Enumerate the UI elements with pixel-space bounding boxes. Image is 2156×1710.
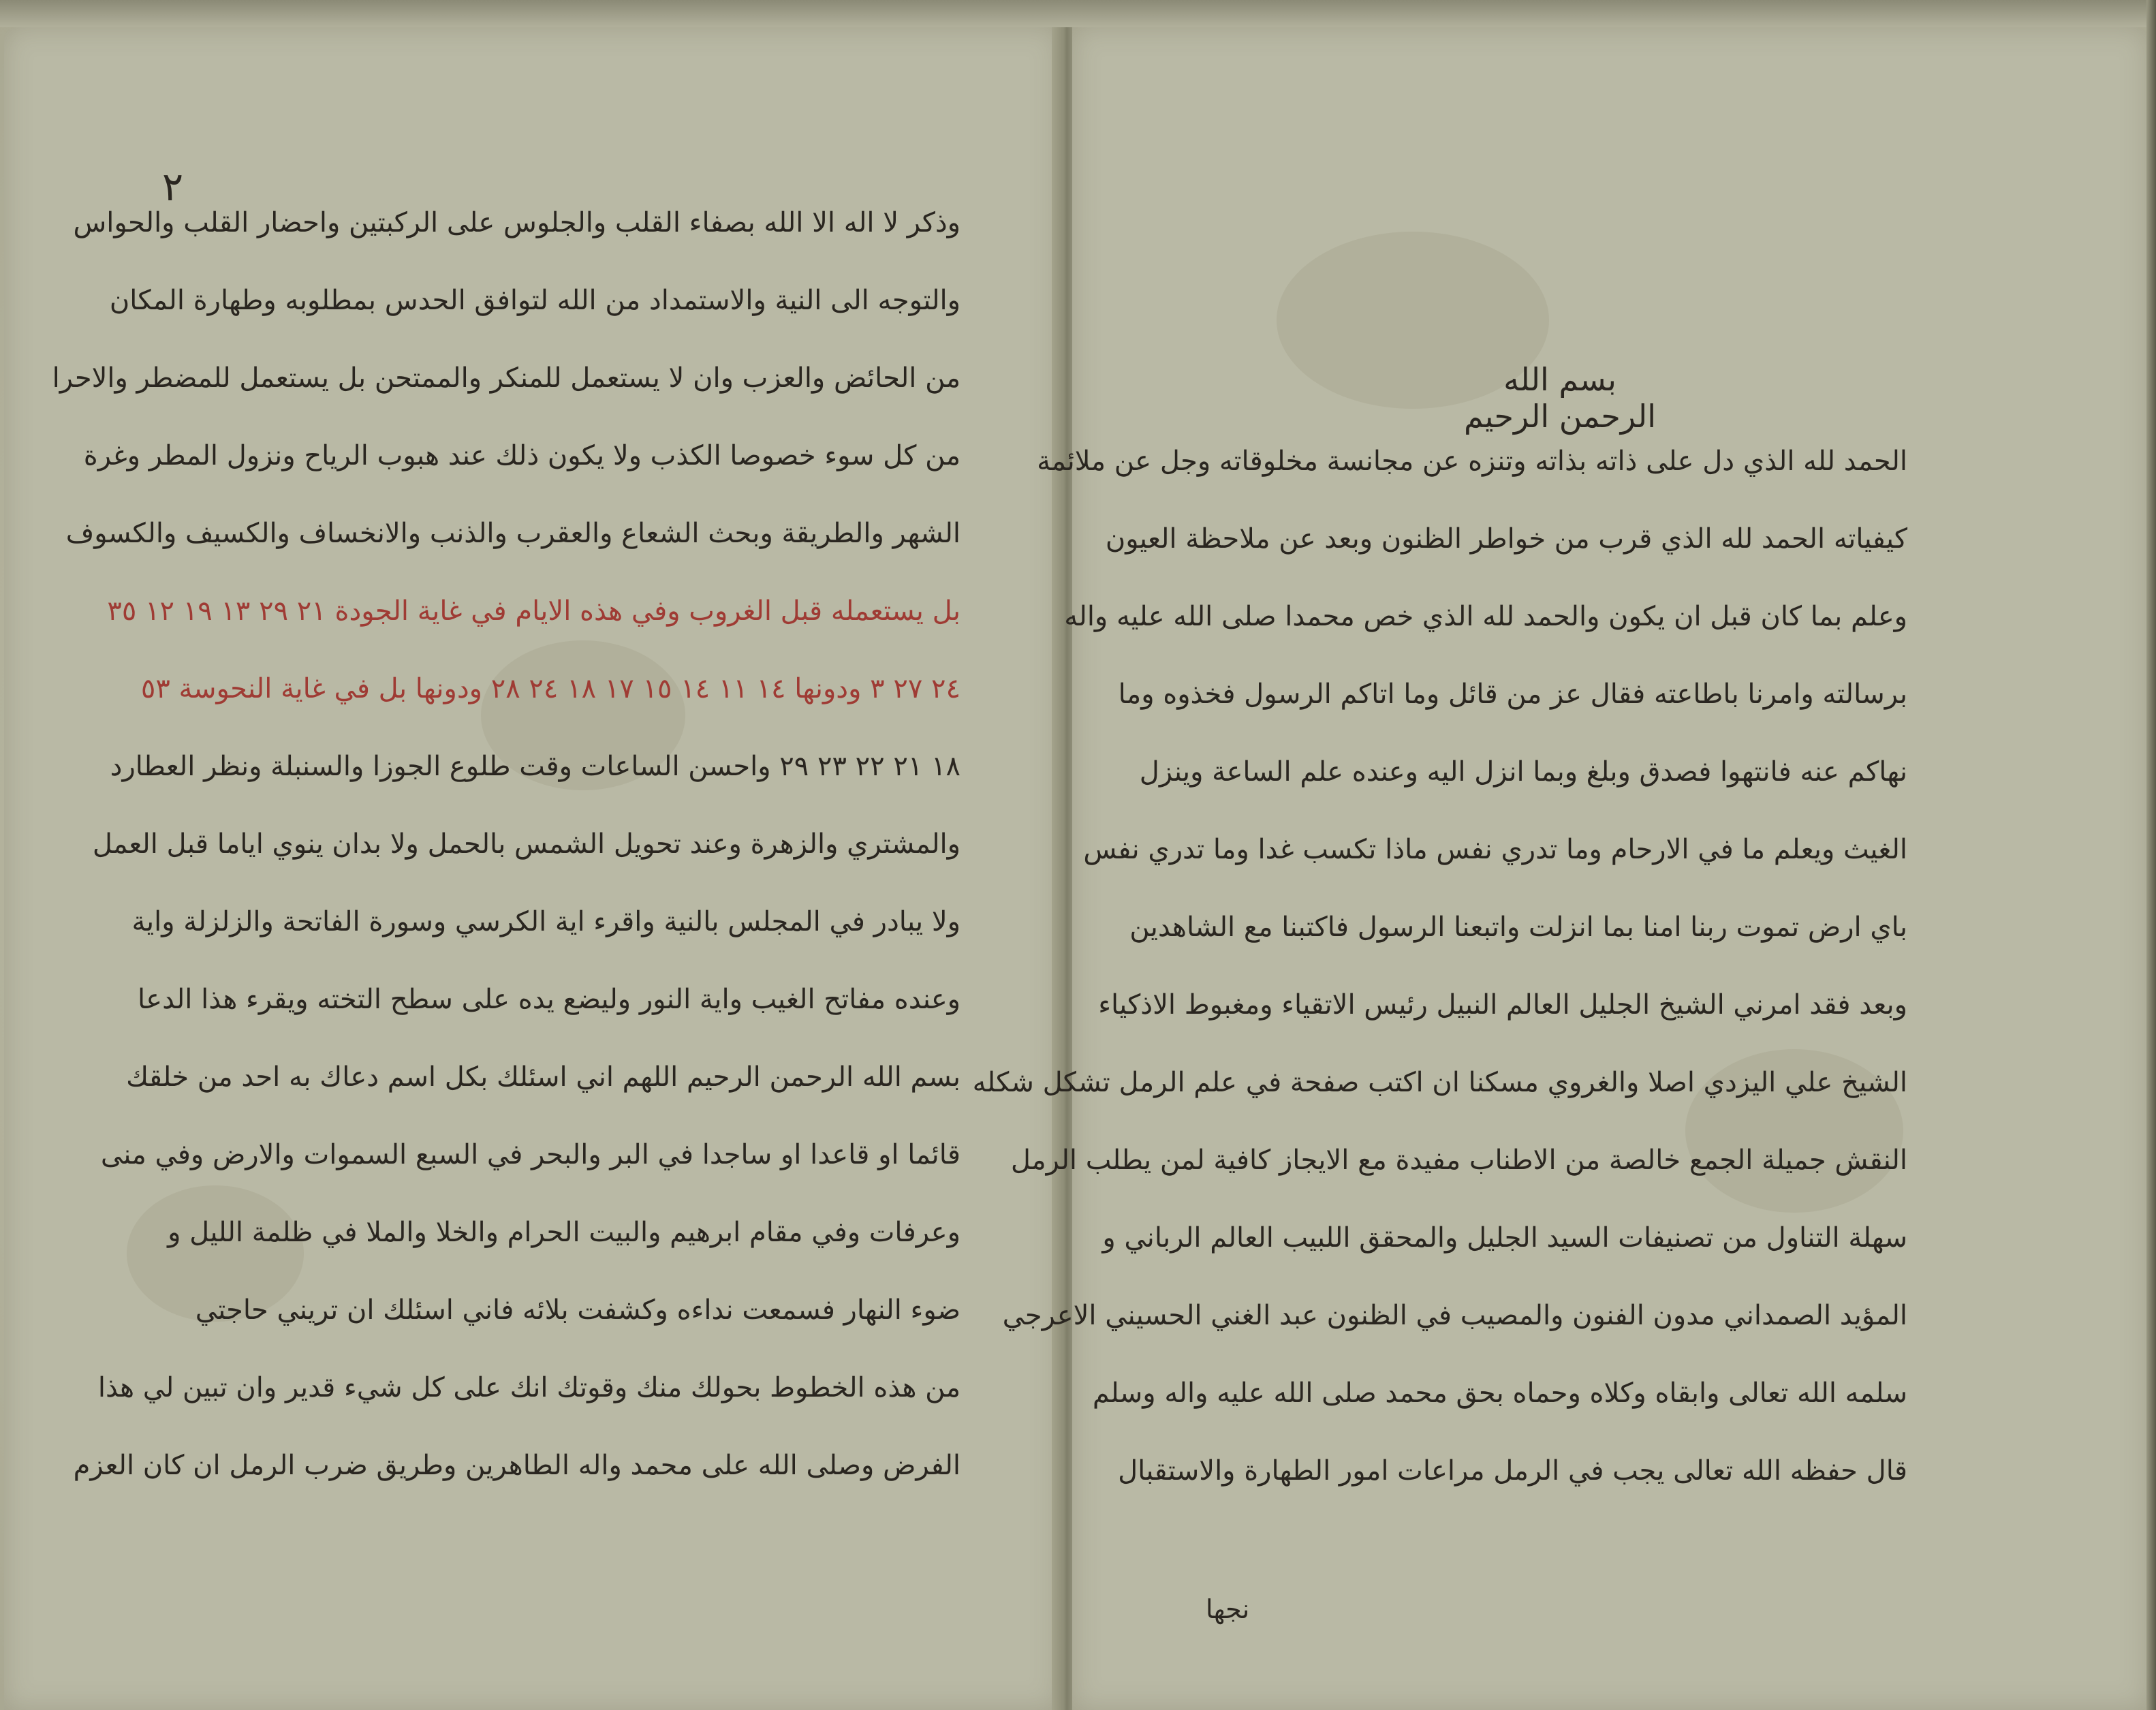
text-line: بل يستعمله قبل الغروب وفي هذه الايام في غاية الجودة ٢١ ٢٩ ١٣ ١٩ ١٢ ٣٥ <box>107 595 960 627</box>
text-line: وعرفات وفي مقام ابرهيم والبيت الحرام والخلا والملا في ظلمة الليل و <box>168 1217 960 1248</box>
text-line: وبعد فقد امرني الشيخ الجليل العالم النبيل رئيس الاتقياء ومغبوط الاذكياء <box>1098 989 1907 1021</box>
text-line: وعلم بما كان قبل ان يكون والحمد لله الذي خص محمدا صلى الله عليه واله <box>1064 601 1907 632</box>
text-line: النقش جميلة الجمع خالصة من الاطناب مفيدة مع الايجاز كافية لمن يطلب الرمل <box>1010 1145 1907 1176</box>
text-line: ولا يبادر في المجلس بالنية واقرء اية الكرسي وسورة الفاتحة والزلزلة واية <box>131 906 960 937</box>
text-line: سهلة التناول من تصنيفات السيد الجليل والمحقق اللبيب العالم الرباني و <box>1102 1222 1907 1254</box>
text-line: ٢٤ ٢٧ ٣ ودونها ١٤ ١١ ١٤ ١٥ ١٧ ١٨ ٢٤ ٢٨ ودونها بل في غاية النحوسة ٥٣ <box>140 673 960 704</box>
text-line: الغيث ويعلم ما في الارحام وما تدري نفس ماذا تكسب غدا وما تدري نفس <box>1083 834 1907 865</box>
text-line: كيفياته الحمد لله الذي قرب من خواطر الظنون وبعد عن ملاحظة العيون <box>1105 523 1907 555</box>
text-line: والمشتري والزهرة وعند تحويل الشمس بالحمل ولا بدان ينوي اياما قبل العمل <box>92 828 960 860</box>
text-line: المؤيد الصمداني مدون الفنون والمصيب في الظنون عبد الغني الحسيني الاعرجي <box>1002 1300 1907 1331</box>
text-line: والتوجه الى النية والاستمداد من الله لتوافق الحدس بمطلوبه وطهارة المكان <box>109 285 960 316</box>
basmala-heading: بسم الله الرحمن الرحيم <box>1464 361 1656 435</box>
page-number: ٢ <box>162 164 184 210</box>
text-line: ١٨ ٢١ ٢٢ ٢٣ ٢٩ واحسن الساعات وقت طلوع الجوزا والسنبلة ونظر العطارد <box>110 751 960 782</box>
text-line: برسالته وامرنا باطاعته فقال عز من قائل وما اتاكم الرسول فخذوه وما <box>1118 679 1907 710</box>
text-line: وعنده مفاتح الغيب واية النور وليضع يده على سطح التخته ويقرء هذا الدعا <box>138 984 960 1015</box>
text-line: ضوء النهار فسمعت نداءه وكشفت بلائه فاني اسئلك ان تريني حاجتي <box>195 1294 960 1326</box>
text-line: قائما او قاعدا او ساجدا في البر والبحر في السبع السموات والارض وفي منى <box>100 1139 960 1170</box>
text-line: الشيخ علي اليزدي اصلا والغروي مسكنا ان اكتب صفحة في علم الرمل تشكل شكله <box>972 1067 1907 1098</box>
text-line: من الحائض والعزب وان لا يستعمل للمنكر والممتحن بل يستعمل للمضطر والاحرا <box>52 362 960 394</box>
text-line: قال حفظه الله تعالى يجب في الرمل مراعات امور الطهارة والاستقبال <box>1118 1455 1907 1487</box>
text-line: من كل سوء خصوصا الكذب ولا يكون ذلك عند هبوب الرياح ونزول المطر وغرة <box>83 440 960 471</box>
text-line: باي ارض تموت ربنا امنا بما انزلت واتبعنا الرسول فاكتبنا مع الشاهدين <box>1129 912 1907 943</box>
text-line: بسم الله الرحمن الرحيم اللهم اني اسئلك بكل اسم دعاك به احد من خلقك <box>126 1061 960 1093</box>
text-line: وذكر لا اله الا الله بصفاء القلب والجلوس على الركبتين واحضار القلب والحواس <box>73 207 960 238</box>
text-line: نهاكم عنه فانتهوا فصدق وبلغ وبما انزل اليه وعنده علم الساعة وينزل <box>1139 756 1907 788</box>
text-line: سلمه الله تعالى وابقاه وكلاه وحماه بحق محمد صلى الله عليه واله وسلم <box>1092 1378 1907 1409</box>
catchword: نجها <box>1206 1594 1250 1624</box>
text-line: الحمد لله الذي دل على ذاته بذاته وتنزه عن مجانسة مخلوقاته وجل عن ملائمة <box>1037 446 1907 477</box>
page-right-edge <box>2146 0 2156 1710</box>
text-line: الشهر والطريقة وبحث الشعاع والعقرب والذنب والانخساف والكسيف والكسوف <box>65 518 960 549</box>
left-page-text <box>52 184 960 1504</box>
text-line: الفرض وصلى الله على محمد واله الطاهرين وطريق ضرب الرمل ان كان العزم <box>73 1450 960 1481</box>
text-line: من هذه الخطوط بحولك منك وقوتك انك على كل شيء قدير وان تبين لي هذا <box>97 1372 960 1403</box>
page-top-edge <box>0 0 2156 27</box>
right-page-text <box>972 422 1907 1510</box>
